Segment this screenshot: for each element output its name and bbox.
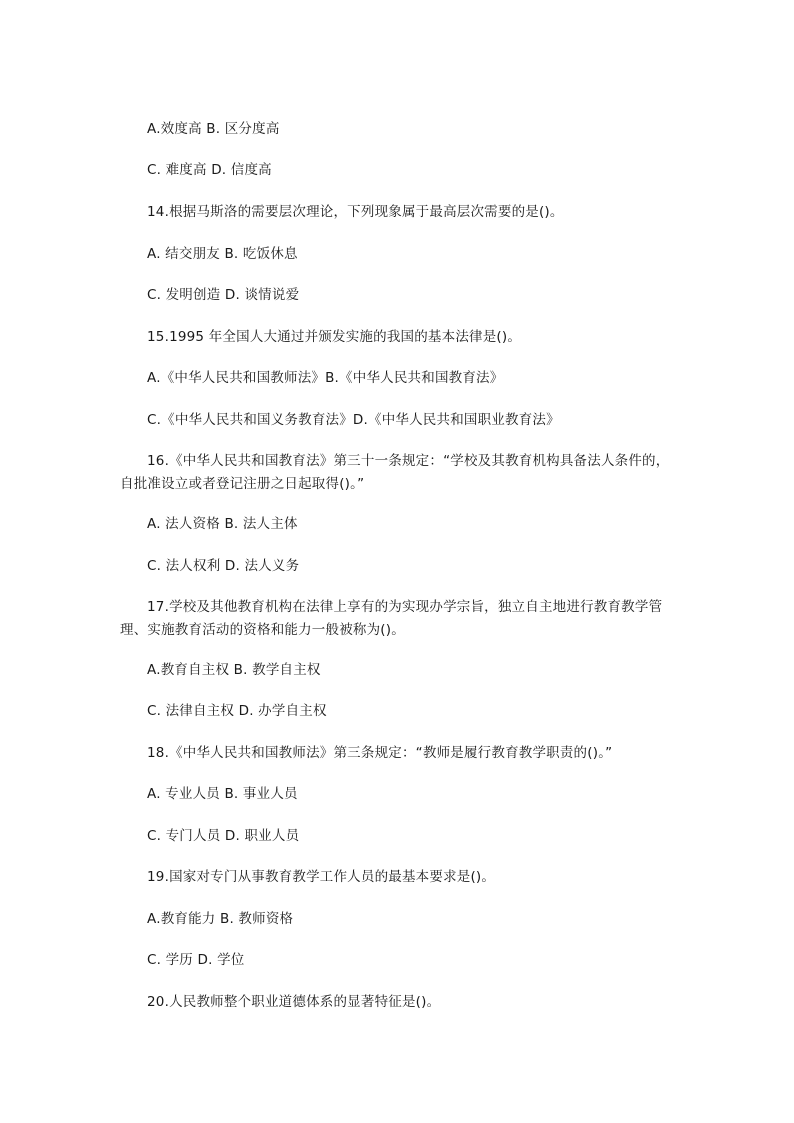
question-18: 18.《中华人民共和国教师法》第三条规定：“教师是履行教育教学职责的()。”	[147, 745, 613, 761]
option-line-q14-cd: C. 发明创造 D. 谈情说爱	[147, 287, 300, 303]
option-line-q19-ab: A.教育能力 B. 教师资格	[147, 911, 294, 927]
option-line-q17-cd: C. 法律自主权 D. 办学自主权	[147, 703, 327, 719]
question-14: 14.根据马斯洛的需要层次理论，下列现象属于最高层次需要的是()。	[147, 204, 564, 220]
option-line-q15-ab: A.《中华人民共和国教师法》B.《中华人民共和国教育法》	[147, 370, 504, 386]
option-line-q14-ab: A. 结交朋友 B. 吃饭休息	[147, 246, 298, 262]
option-line-q18-cd: C. 专门人员 D. 职业人员	[147, 828, 300, 844]
question-16: 16.《中华人民共和国教育法》第三十一条规定：“学校及其教育机构具备法人条件的，自批准设立或者登记注册之日起取得()。”	[120, 453, 670, 492]
option-line-q17-ab: A.教育自主权 B. 教学自主权	[147, 662, 321, 678]
option-line-q19-cd: C. 学历 D. 学位	[147, 952, 245, 968]
option-line-q16-cd: C. 法人权利 D. 法人义务	[147, 558, 300, 574]
question-19: 19.国家对专门从事教育教学工作人员的最基本要求是()。	[147, 869, 496, 885]
option-line-q18-ab: A. 专业人员 B. 事业人员	[147, 786, 298, 802]
question-17: 17.学校及其他教育机构在法律上享有的为实现办学宗旨，独立自主地进行教育教学管理、实施教育活动的资格和能力一般被称为()。	[120, 599, 663, 638]
option-line-q16-ab: A. 法人资格 B. 法人主体	[147, 516, 298, 532]
option-line-q15-cd: C.《中华人民共和国义务教育法》D.《中华人民共和国职业教育法》	[147, 412, 560, 428]
option-line-q13-cd: C. 难度高 D. 信度高	[147, 162, 272, 178]
option-line-q13-ab: A.效度高 B. 区分度高	[147, 121, 280, 137]
question-20: 20.人民教师整个职业道德体系的显著特征是()。	[147, 994, 441, 1010]
question-15: 15.1995 年全国人大通过并颁发实施的我国的基本法律是()。	[147, 329, 522, 345]
